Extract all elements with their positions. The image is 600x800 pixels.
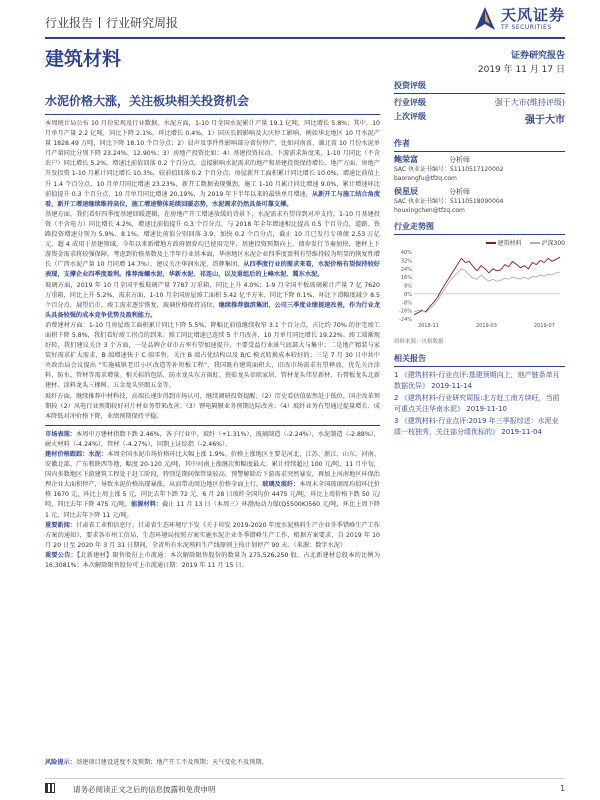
trend-chart	[394, 238, 565, 345]
author-name: 侯星辰	[394, 187, 418, 196]
report-type: 证券研究报告	[510, 51, 565, 61]
y-tick-label: 0%	[404, 291, 412, 298]
author-line	[394, 155, 565, 165]
price-text: 本周全国水泥市场价格环比大幅上涨 1.9%。价格上涨地区主要是河北、江苏、浙江、山东、河南、安徽北部、广东和陕西等地，幅度 20-120 元/吨，其中河南上涨继次和幅度最大。累计持续超过 100 元/吨，11 月中旬，国内多数地区下游建筑工程处于赶工阶段，特别是期间保管量较高，预警解除后下游需求突然暴发，再加上河南地区环保治理企业大面积停产，导致水泥价格出现暴涨，从而带动周边地区价格全面上行。	[45, 451, 381, 489]
body-paragraph: 消费建材方面：1-10 月房屋竣工面积累计同比下降 5.5%，降幅比前值继续收窄 3.1 个百分点，占比约 70% 的住宅竣工面积下降 5.8%，我们看好竣工拐点的到来。竣工同比增速已连续 5 个月改善，10 月单月同比增长 19.22%。竣工端渐现好转，我们建议关注 3 个方面，一是品牌企业市占率有望加速提升，主要受益行业景气底部大与集中；二是地产精装与家装好需求扩大需求，B 端增速快于 C 端零售，关注 B 端占优结构以及 B/C 模式转换成本较好的；三是 7 月 30 日中共中央政治局会议提出 "实施城镇老旧小区改造等补短板工程"，我国既有建筑面积大，旧改市场需求有望释放，优先关注涂料、防水、管材等需求增量。相关标的包括，防水龙头东方雨虹、瓷砖龙头帝欧家居、管材龙头伟星新材、石膏板龙头北新建材、涂料龙头三棵树、五金龙头坚朗五金等。	[45, 321, 380, 390]
y-tick-label: -8%	[402, 300, 412, 307]
rating-value: 强于大市(维持评级)	[494, 98, 565, 107]
legend-item-index	[530, 238, 565, 247]
rating-title: 投资评级	[394, 80, 565, 94]
market-paragraph	[45, 430, 380, 450]
main-content	[45, 92, 380, 571]
author-role: 分析师	[449, 188, 470, 196]
author-email[interactable]: baorongfu@tfzq.com	[394, 175, 457, 182]
related-report-link[interactable]	[394, 393, 565, 414]
author-card	[394, 187, 565, 215]
y-tick-label: 16%	[400, 275, 412, 282]
related-date: 2019-11-14	[431, 381, 472, 390]
rating-row	[394, 111, 565, 126]
body-paragraph: 玻纤方面，继续推荐中材科技，高端长递步得到市场认可，继续调研投资提醒；（2）历史看估值依然处于低位，国企改革预期较（2）风电行业预期较好对片材业务带来改善；（3）锂电隔膜业务预期边际改善；（4）玻纤业务有望通过提量增长、成本降低对冲价格下降，业绩预期保持平稳。	[45, 392, 380, 420]
rating-row	[394, 97, 565, 108]
glass-text: 本周末全国玻璃周均值环比价格 1670 元，环比上周上涨 5 元，同比去年下跌 72 元。6 月 28 日玻纤全国均价 4475 元/吨，环比上周价格下跌 50 元/吨，同比去年下降 475 元/吨。	[45, 481, 381, 509]
related-title: 相关报告	[394, 353, 565, 367]
y-tick-label: 40%	[400, 250, 412, 256]
y-tick-label: -16%	[399, 308, 412, 315]
price-label: 建材价格跟踪：水泥：	[45, 451, 108, 458]
related-number: 3	[394, 417, 399, 425]
related-reports	[394, 353, 565, 437]
page-number: 1	[560, 784, 565, 793]
risk-text: 基建项目建设进度不及预期；地产开工不及预期；天气变化不及预期。	[75, 759, 268, 766]
rating-key: 行业评级	[394, 98, 426, 107]
market-text: 本周中万建材指数下跌 2.46%，各子行业中，玻纤（+1.31%），玻璃制造（-2.24%），水泥制造（-2.88%），耐火材料（-4.24%），管材（-4.27%），同期上证综指（-2.46%）。	[45, 430, 380, 448]
y-tick-label: 32%	[400, 258, 412, 265]
header-divider	[45, 37, 565, 39]
trend-chart-svg	[394, 249, 565, 331]
rating-value: 强于大市	[525, 115, 565, 126]
related-date: 2019-11-04	[501, 427, 542, 436]
market-label: 市场表现：	[45, 430, 76, 438]
y-tick-label: -24%	[399, 317, 412, 323]
sidebar	[394, 80, 565, 439]
author-role: 分析师	[449, 156, 470, 164]
price-paragraph	[45, 450, 380, 521]
paragraph-text: 玻璃方面，2019 年 10 月全国平板玻璃产量 7787 万重箱，同比上升 4.0%；1-9 月全国平板玻璃累计产量 7 亿 7620 万重箱，同比上升 5.2%，需求方面，1-10 月全国房屋竣工面积 5.42 亿平方米，同比下降 0.1%，环比下滑幅度减少 8.5 个百分点，展望后市，竣工需求逐步恢复，玻璃价格保持高位，	[45, 281, 380, 309]
glass-label: 玻璃及玻纤：	[262, 481, 300, 489]
author-email[interactable]: houxingchen@tfzq.com	[394, 207, 465, 214]
body-paragraph	[45, 119, 380, 210]
disclaimer-notice: 请务必阅读正文之后的信息披露和免责申明	[73, 785, 216, 794]
energy-text: 截止 11 月 13 日（本周三）环渤海动力煤(Q5500K)560 元/吨，环比上周下降 1 元，同比去年下降 11 元/吨。	[45, 501, 381, 519]
wind-logo-icon	[473, 6, 497, 32]
tf-securities-logo	[473, 6, 565, 32]
related-date: 2019-11-10	[466, 404, 507, 413]
paragraph-highlight: 从四季度行业的需求来看，水泥价格有望保持较好表现，支撑企业四季度盈利。推荐海螺水泥、华新水泥、祁连山，以及重组后的上峰水泥、冀东水泥。	[45, 261, 380, 279]
related-number: 1	[394, 371, 399, 379]
rating-key: 上次评级	[394, 112, 426, 121]
author-line	[394, 187, 565, 197]
news-text: 甘肃省工业和信息厅、甘肃省生态环境厅下发《关于印发 2019-2020 年度水泥熟料生产企业冬季错峰生产工作方案的通知》，要求各市州工信局、生态环境局按照方案实施水泥企业冬季错峰生产工作，根据方案要求，自 2019 年 10 月 20 日至 2020 年 3 月 31 日期间，全省所有水泥熟料生产线原则上按计划停产 90 天。（来源：数字水泥）	[45, 521, 380, 549]
author-cert: SAC 执业证书编号：S1110518090004	[394, 198, 504, 205]
paragraph-highlight: 继续推荐旗滨集团，公司三季度业绩提速改善，作为行业龙头具备较强的成本竞争优势及盈利能力。	[45, 301, 381, 319]
body-paragraph	[45, 281, 380, 321]
risk-notice	[45, 757, 380, 766]
y-tick-label: 24%	[400, 266, 412, 273]
author-cert: SAC 执业证书编号：S1110517120002	[394, 166, 504, 173]
related-report-link[interactable]	[394, 370, 565, 391]
paragraph-highlight: 从新开工与施工结合角度看，新开工增速继续维持高位，施工增速整体延续回暖态势，水泥需求仍然具备可靠支撑。	[45, 190, 380, 208]
related-text: 《建筑材料-行业点评:2019 年三季报综述：水泥业绩一枝独秀，关注部分绩优标的》	[394, 417, 559, 436]
industry-title: 建筑材料	[45, 48, 122, 70]
report-headline: 水泥价格大涨，关注板块相关投资机会	[45, 92, 380, 115]
category-label: 行业报告	[45, 16, 94, 30]
chart-title: 行业走势图	[394, 221, 565, 235]
series-line-0	[414, 257, 560, 315]
authors-title: 作者	[394, 138, 565, 152]
author-card	[394, 155, 565, 183]
body-paragraph	[45, 210, 380, 281]
y-tick-label: 8%	[404, 283, 412, 290]
logo-en: TF SECURITIES	[500, 24, 552, 31]
legend-item-industry	[486, 238, 522, 247]
page-footer	[45, 778, 565, 796]
category-divider	[99, 17, 100, 28]
risk-label: 风险提示：	[45, 759, 76, 766]
news-label: 重要新闻：	[45, 521, 76, 529]
announcement-label: 重要公告：	[45, 551, 78, 559]
energy-label: 能源材料：	[131, 501, 163, 509]
chart-legend	[394, 238, 565, 247]
legend-label-index: 沪深300	[541, 240, 565, 247]
logo-text	[501, 7, 565, 31]
logo-cn: 天风证券	[500, 6, 565, 24]
legend-label-industry: 建筑材料	[497, 240, 522, 247]
chart-source: 资料来源：贝格数据	[394, 339, 444, 345]
series-line-1	[414, 269, 560, 313]
section-divider	[45, 425, 380, 426]
report-category	[45, 14, 178, 31]
related-text: 《建筑材料-行业点评:基建预期向上，地产链条单月数据优异》	[394, 371, 560, 390]
page-header	[0, 0, 600, 40]
qr-code-icon	[45, 783, 55, 793]
legend-swatch-index	[530, 242, 540, 244]
related-number: 2	[394, 394, 399, 402]
x-tick-label: 2019-07	[534, 323, 555, 329]
related-report-link[interactable]	[394, 416, 565, 437]
related-text: 《建筑材料-行业研究周报:北方赶工南方续旺，当前可重点关注华南水泥》	[394, 394, 560, 413]
x-tick-label: 2019-03	[476, 323, 497, 329]
legend-swatch-industry	[486, 242, 496, 244]
paragraph-text: 本周统计局公布 10 月份宏观及行业数据。水泥方面，1-10 月全国水泥累计产量 19.1 亿吨，同比增长 5.8%；其中，10 月单月产量 2.2 亿吨，同比下降 2.1%，环比增长 0.4%。1）国庆长假影响及大庆停工影响，例如华北地区 10 月水泥产量 1828.49 万吨，同比下降 18.10 个百分点；2）晨声及事件性影响部分省份停产，比如河南省、湖北省 10 月份水泥单月产量同比分别下降 23.24%、12.90%；3）房地产投资比如：4）基建投资拉动。下游需求角度来，1-10 月同比（不含农户）同比增长 5.2%，增速比前值回落 0.2 个百分点。直接影响水泥需求的地产和基建投资保持增长，地产方面，房地产开发投资 1-10 月累计同比增长 10.3%，较前值回落 0.2 个百分点；房屋新开工面积累计同比增长 10.0%，增速比前值上升 1.4 个百分点，10 月单月同比增速 23.23%，新开工数据表现强劲，施工 1-10 月累计同比增速 9.0%，累计增速环比前值提升 0.3 个百分点，10 月单月同比增速 20.19%，为 2019 年下半年以来的最快单月增速，	[45, 120, 380, 198]
author-name: 鲍荣富	[394, 155, 418, 164]
news-paragraph	[45, 521, 380, 551]
paragraph-text: 基建方面，我们看好四季度基建回暖逻辑，在房地产开工增速放缓的背景下，水泥需求有望得到对冲支持。1-10 月基建投资（不含电力）同比增长 4.2%，增速比前值提升 0.3 个百分点，与 2018 年全年增速相比提高 0.5 个百分点，道路、铁路投资增速分别为 5.9%、8.1%，增速比前值分别回落 3.9、加快 0.2 个百分点，截止 10 月已发行专项债 2.53 万亿元，超 4 成用于基建领域，今年以来新增地方政府债券均已使用完毕，基建投资预期向上，债券发行节奏加快，建材上下游资金需求将较强保障，考虑到价格基数及上半年行业基本面，华南地区水泥企业四季度盈利有望维持较为明显的恢复性增长（广西水泥产量 10 月同增 14.7%），建议关注华润水泥、塔牌集团。	[45, 210, 380, 269]
x-tick-label: 2018-11	[418, 323, 439, 329]
announcement-text: 【北新建材】限售股份上市流通：本次解除限售股份的数量为 275,526,250 股，占北新建材总股本的比例为 16.3081%；本次解除限售股份可上市流通日期：2019 年 11 月 15 日。	[45, 551, 381, 570]
subcategory-label: 行业研究周报	[106, 16, 179, 30]
report-date: 2019 年 11 月 17 日	[477, 65, 565, 75]
announcement-paragraph	[45, 551, 380, 571]
body-text	[45, 119, 380, 571]
